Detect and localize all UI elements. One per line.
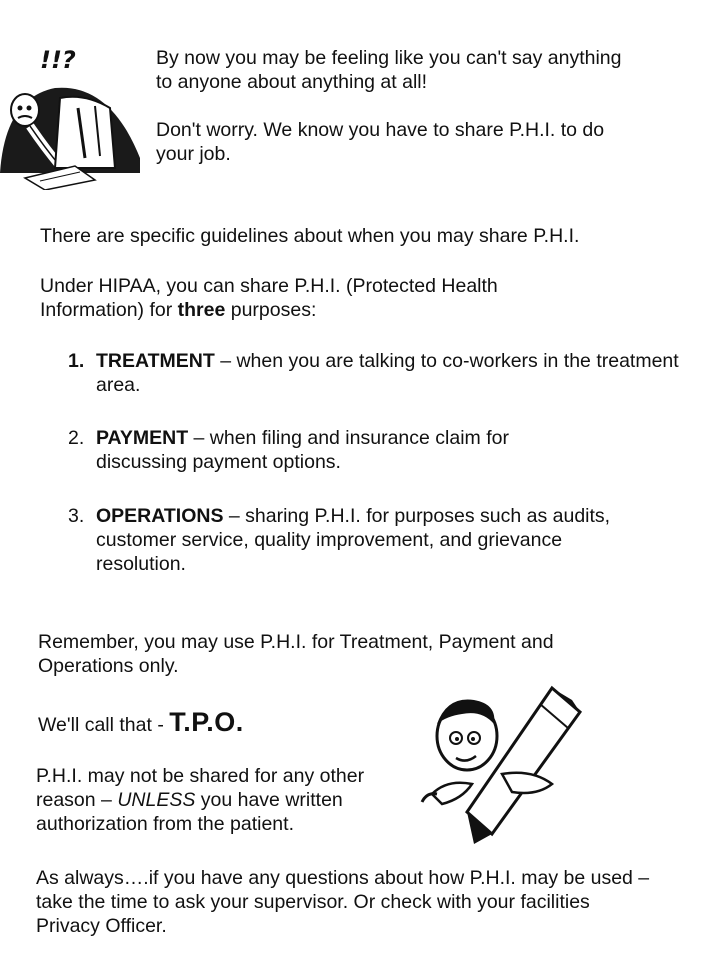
hipaa-pre: Under HIPAA, you can share P.H.I. (Protected Health Information) for bbox=[40, 275, 498, 321]
pencil-man-cartoon-icon bbox=[412, 674, 592, 848]
exclaim-mark-text: !!? bbox=[40, 46, 76, 74]
intro-section bbox=[156, 46, 626, 166]
purpose-text: – when you are talking to co-workers in the treatment area. bbox=[96, 350, 679, 396]
restriction-unless: UNLESS bbox=[117, 789, 196, 811]
tpo-prefix: We'll call that - bbox=[38, 714, 170, 736]
worried-man-cartoon-icon bbox=[0, 38, 142, 190]
restriction-pre: P.H.I. may not be shared for any other reason – bbox=[36, 765, 365, 811]
purpose-title: PAYMENT bbox=[96, 427, 189, 449]
purpose-number: 2. bbox=[68, 427, 85, 449]
intro-line-2: Don't worry. We know you have to share P.H.I. to do your job. bbox=[156, 119, 605, 165]
tpo-line bbox=[38, 707, 244, 737]
remember-text: Remember, you may use P.H.I. for Treatment, Payment and Operations only. bbox=[38, 631, 554, 677]
purpose-title: OPERATIONS bbox=[96, 505, 224, 527]
tpo-acronym: T.P.O. bbox=[169, 707, 244, 737]
purpose-item-operations bbox=[68, 504, 636, 576]
closing-text: As always….if you have any questions about how P.H.I. may be used – take the time to ask your supervisor. Or check with your facilities Privacy Officer. bbox=[36, 867, 650, 937]
intro-line-1: By now you may be feeling like you can't say anything to anyone about anything at all! bbox=[156, 47, 622, 93]
purpose-item-payment bbox=[68, 426, 596, 474]
purpose-item-treatment bbox=[68, 349, 696, 397]
hipaa-paragraph bbox=[40, 274, 600, 322]
purpose-text: – sharing P.H.I. for purposes such as audits, customer service, quality improvement, and grievance resolution. bbox=[96, 505, 611, 575]
purpose-title: TREATMENT bbox=[96, 350, 215, 372]
hipaa-post: purposes: bbox=[225, 299, 317, 321]
purpose-number: 3. bbox=[68, 505, 85, 527]
purpose-number: 1. bbox=[68, 350, 85, 372]
guidelines-text: There are specific guidelines about when you may share P.H.I. bbox=[40, 225, 580, 247]
purpose-text: – when filing and insurance claim for discussing payment options. bbox=[96, 427, 509, 473]
restriction-post: you have written authorization from the patient. bbox=[36, 789, 343, 835]
hipaa-three: three bbox=[177, 299, 226, 321]
restriction-text bbox=[36, 764, 416, 836]
